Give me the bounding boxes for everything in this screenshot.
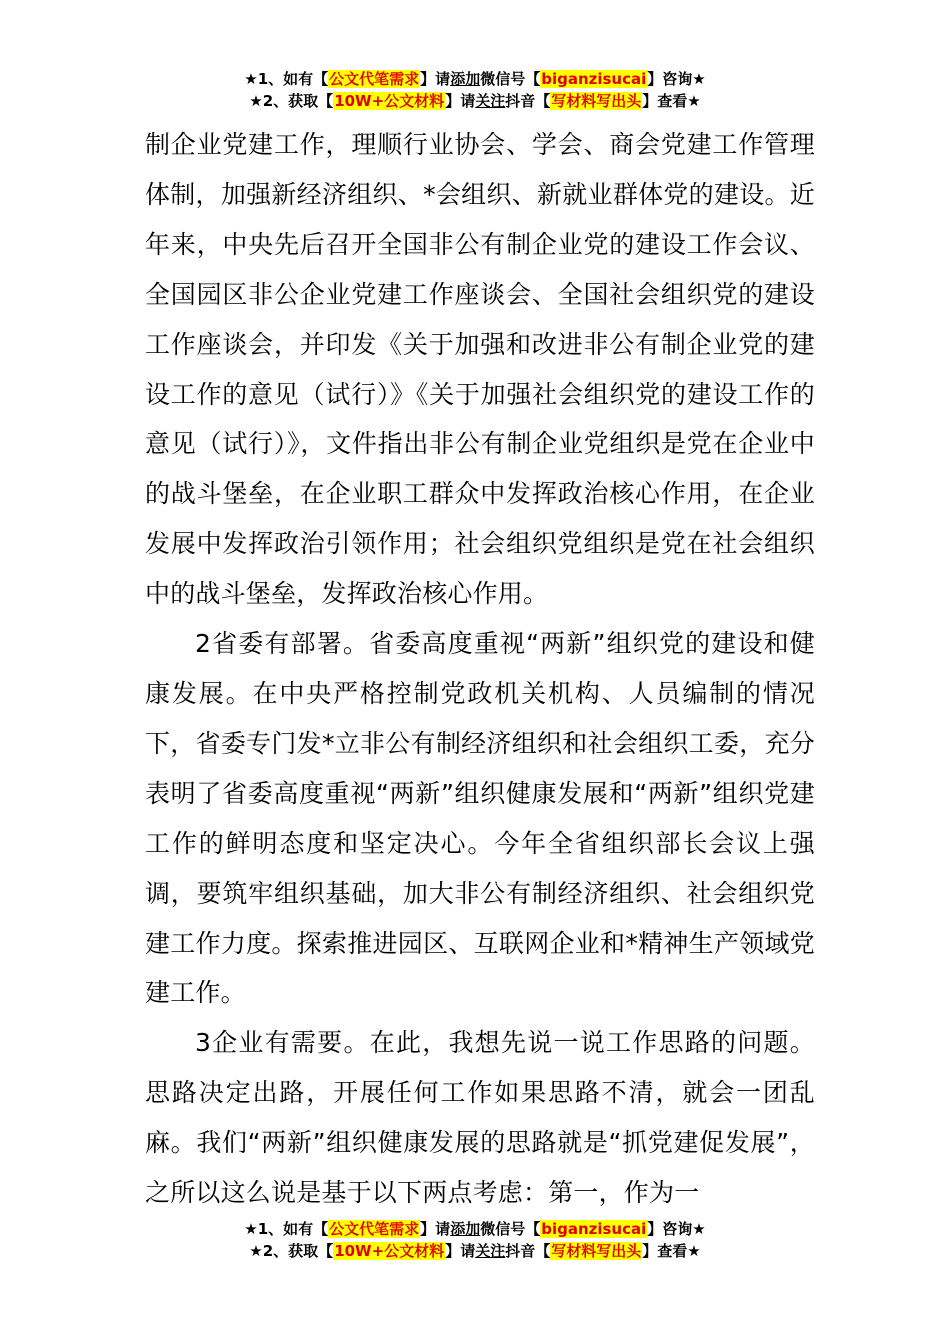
- footer-banner: [0, 1218, 950, 1262]
- douyin-id: 写材料写出头: [551, 92, 642, 110]
- paragraph: 制企业党建工作，理顺行业协会、学会、商会党建工作管理体制，加强新经济组织、*会组织、新就业群体党的建设。近年来，中央先后召开全国非公有制企业党的建设工作会议、全国园区非公企业党建工作座谈会、全国社会组织党的建设工作座谈会，并印发《关于加强和改进非公有制企业党的建设工作的意见（试行）》《关于加强社会组织党的建设工作的意见（试行）》，文件指出非公有制企业党组织是党在企业中的战斗堡垒，在企业职工群众中发挥政治核心作用，在企业发展中发挥政治引领作用；社会组织党组织是党在社会组织中的战斗堡垒，发挥政治核心作用。: [145, 130, 815, 609]
- wechat-id: biganzisucai: [541, 1220, 647, 1238]
- banner-line-2: ★2、获取【10W+公文材料】请关注抖音【写材料写出头】查看★: [249, 1242, 701, 1260]
- banner-line-1: ★1、如有【公文代笔需求】请添加微信号【biganzisucai】咨询★: [244, 1220, 706, 1238]
- highlight-text: 10W+公文材料: [334, 92, 445, 110]
- highlight-text: 10W+公文材料: [334, 1242, 445, 1260]
- banner-line-1: ★1、如有【公文代笔需求】请添加微信号【biganzisucai】咨询★: [244, 70, 706, 88]
- highlight-text: 公文代笔需求: [329, 1220, 420, 1238]
- wechat-id: biganzisucai: [541, 70, 647, 88]
- paragraph: 2省委有部署。省委高度重视“两新”组织党的建设和健康发展。在中央严格控制党政机关机构、人员编制的情况下，省委专门发*立非公有制经济组织和社会组织工委，充分表明了省委高度重视“两新”组织健康发展和“两新”组织党建工作的鲜明态度和坚定决心。今年全省组织部长会议上强调，要筑牢组织基础，加大非公有制经济组织、社会组织党建工作力度。探索推进园区、互联网企业和*精神生产领域党建工作。: [145, 629, 815, 1008]
- paragraph: 3企业有需要。在此，我想先说一说工作思路的问题。思路决定出路，开展任何工作如果思路不清，就会一团乱麻。我们“两新”组织健康发展的思路就是“抓党建促发展”，之所以这么说是基于以下两点考虑：第一，作为一: [145, 1028, 815, 1208]
- banner-line-2: ★2、获取【10W+公文材料】请关注抖音【写材料写出头】查看★: [249, 92, 701, 110]
- douyin-id: 写材料写出头: [551, 1242, 642, 1260]
- highlight-text: 公文代笔需求: [329, 70, 420, 88]
- header-banner: [0, 68, 950, 112]
- document-body: [145, 120, 815, 1218]
